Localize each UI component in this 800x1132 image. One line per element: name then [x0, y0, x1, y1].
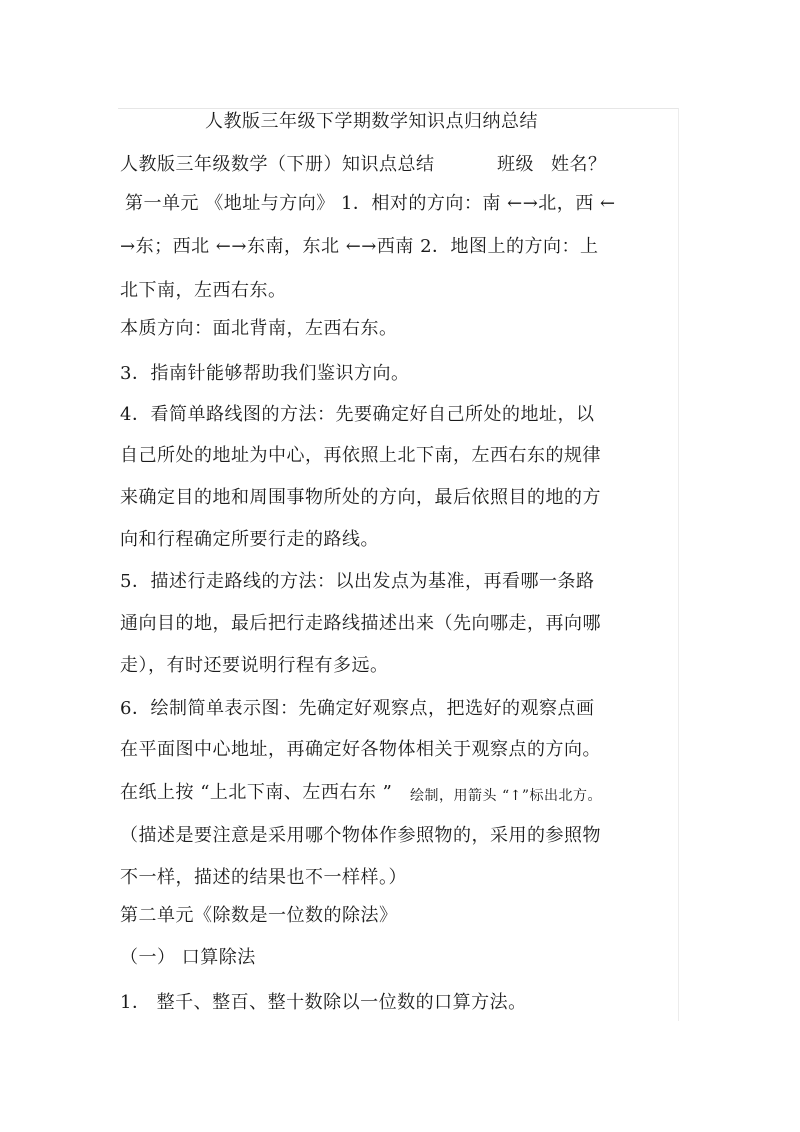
text-line-16: （描述是要注意是采用哪个物体作参照物的，采用的参照物 — [120, 825, 601, 846]
text-line-4: 本质方向：面北背南，左西右东。 — [120, 318, 398, 339]
text-line-15a: 在纸上按 “上北下南、左西右东 ” — [120, 782, 393, 803]
text-line-14: 在平面图中心地址，再确定好各物体相关于观察点的方向。 — [120, 739, 601, 760]
text-line-20: 1． 整千、整百、整十数除以一位数的口算方法。 — [120, 992, 527, 1013]
text-line-6: 4．看简单路线图的方法：先要确定好自己所处的地址，以 — [120, 404, 595, 425]
text-line-9: 向和行程确定所要行走的路线。 — [120, 529, 379, 550]
text-line-8: 来确定目的地和周围事物所处的方向，最后依照目的地的方 — [120, 487, 601, 508]
name-label: 姓名？ — [551, 154, 607, 175]
document-title: 人教版三年级下学期数学知识点归纳总结 — [205, 111, 538, 132]
text-line-10: 5．描述行走路线的方法：以出发点为基准，再看哪一条路 — [120, 571, 595, 592]
text-line-17: 不一样，描述的结果也不一样样。） — [120, 867, 407, 888]
text-line-2: →东；西北 ←→东南，东北 ←→西南 2．地图上的方向：上 — [120, 236, 599, 257]
text-line-13: 6．绘制简单表示图：先确定好观察点，把选好的观察点画 — [120, 698, 595, 719]
text-line-18: 第二单元《除数是一位数的除法》 — [120, 905, 398, 926]
class-label: 班级 — [497, 154, 534, 175]
text-line-1: 第一单元 《地址与方向》 1．相对的方向：南 ←→北，西 ← — [125, 193, 616, 214]
text-line-5: 3．指南针能够帮助我们鉴识方向。 — [120, 363, 410, 384]
text-line-11: 通向目的地，最后把行走路线描述出来（先向哪走，再向哪 — [120, 613, 601, 634]
text-line-3: 北下南，左西右东。 — [120, 280, 287, 301]
document-subtitle: 人教版三年级数学（下册）知识点总结 — [120, 154, 435, 175]
text-line-19: （一） 口算除法 — [120, 947, 256, 968]
text-line-12: 走），有时还要说明行程有多远。 — [120, 655, 389, 676]
text-line-7: 自己所处的地址为中心，再依照上北下南，左西右东的规律 — [120, 445, 601, 466]
text-line-15b: 绘制，用箭头 “↑”标出北方。 — [410, 788, 602, 804]
